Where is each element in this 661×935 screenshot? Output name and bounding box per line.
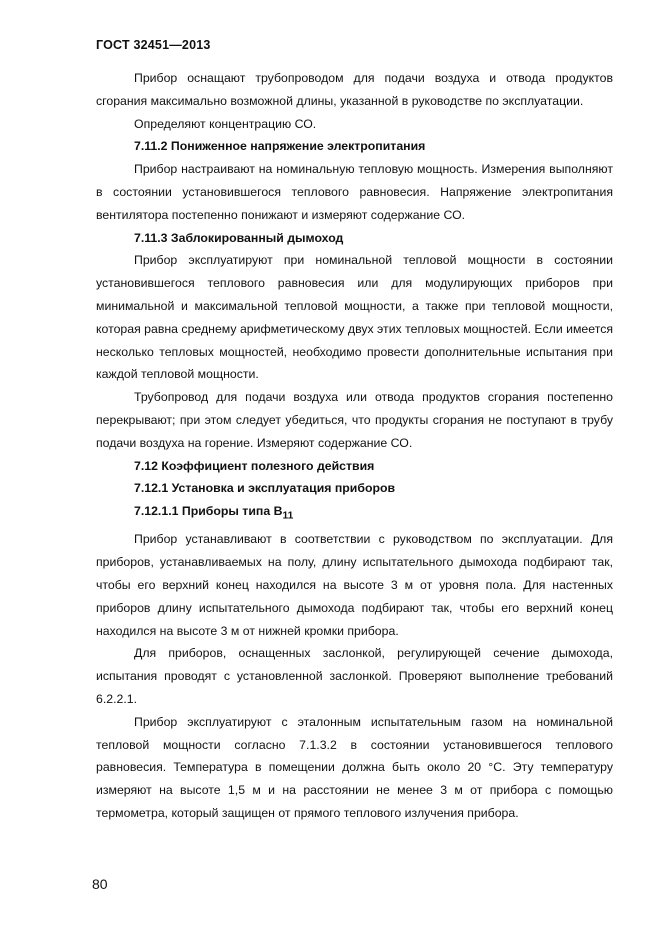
paragraph: Для приборов, оснащенных заслонкой, регулирующей сечение дымохода, испытания проводят с установленной заслонкой. Проверяют выполнение требований 6.2.2.1. [96,646,613,706]
section-heading: 7.11.2 Пониженное напряжение электропитания [134,139,426,154]
paragraph: Определяют концентрацию СО. [134,116,317,131]
paragraph: Прибор оснащают трубопроводом для подачи воздуха и отвода продуктов сгорания максимально возможной длины, указанной в руководстве по эксплуатации. [96,71,613,108]
paragraph: Прибор эксплуатируют при номинальной тепловой мощности в состоянии установившегося теплового равновесия или для модулирующих приборов при минимальной и максимальной тепловой мощности, а также при тепловой мощности, которая равна среднему арифметическому двух этих тепловых мощностей. Если имеется несколько тепловых мощностей, необходимо провести дополнительные испытания при каждой тепловой мощности. [96,253,613,382]
heading-subscript: 11 [282,510,294,522]
document-header: ГОСТ 32451—2013 [96,38,211,52]
paragraph: Прибор устанавливают в соответствии с руководством по эксплуатации. Для приборов, устанавливаемых на полу, длину испытательного дымохода подбирают так, чтобы его верхний конец находился на высоте 3 м от уровня пола. Для настенных приборов длину испытательного дымохода подбирают так, чтобы его верхний конец находился на высоте 3 м от нижней кромки прибора. [96,532,613,638]
page-number: 80 [92,876,108,892]
section-heading: 7.12 Коэффициент полезного действия [134,458,375,473]
paragraph: Прибор эксплуатируют с эталонным испытательным газом на номинальной тепловой мощности согласно 7.1.3.2 в состоянии установившегося теплового равновесия. Температура в помещении должна быть около 20 °С. Эту температуру измеряют на высоте 1,5 м и на расстоянии не менее 3 м от прибора с помощью термометра, который защищен от прямого теплового излучения прибора. [96,714,613,820]
heading-text: 7.12.1.1 Приборы типа В [134,504,283,519]
section-heading: 7.12.1 Установка и эксплуатация приборов [134,481,396,496]
body-text [96,67,613,825]
section-heading: 7.11.3 Заблокированный дымоход [134,230,344,245]
paragraph: Трубопровод для подачи воздуха или отвода продуктов сгорания постепенно перекрывают; при этом следует убедиться, что продукты сгорания не поступают в трубу подачи воздуха на горение. Измеряют содержание СО. [96,390,613,450]
paragraph: Прибор настраивают на номинальную тепловую мощность. Измерения выполняют в состоянии установившегося теплового равновесия. Напряжение электропитания вентилятора постепенно понижают и измеряют содержание СО. [96,162,613,222]
section-heading [96,500,613,528]
